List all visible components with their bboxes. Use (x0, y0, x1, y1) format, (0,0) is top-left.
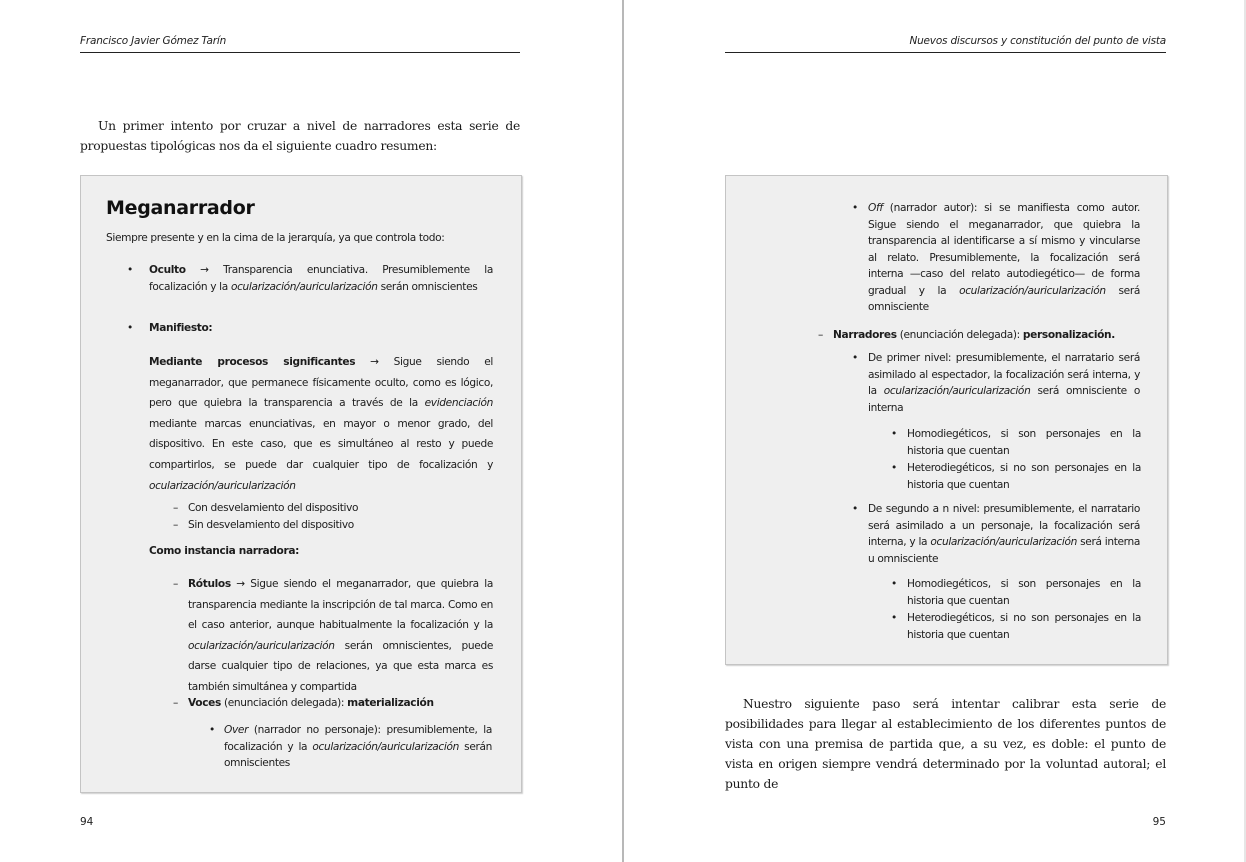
list-item-segundo-nivel (852, 501, 1140, 567)
list-item-manifiesto (127, 320, 493, 337)
bullet-icon: • (891, 462, 897, 474)
paragraph-procesos-significantes (149, 352, 493, 496)
item-text: (enunciación delegada): (220, 697, 348, 709)
dash-icon: – (173, 578, 178, 590)
item-text: De primer nivel: presumiblemente, el narratario será asimilado al espectador, la focalización será interna, y la (868, 352, 1140, 397)
list-item-narradores (818, 327, 1143, 344)
item-label: materialización (347, 697, 434, 709)
right-page (624, 0, 1246, 862)
list-item-homodiegeticos-1 (891, 426, 1141, 459)
item-text: Homodiegéticos, si son personajes en la historia que cuentan (907, 428, 1141, 457)
item-text: Sigue siendo el meganarrador, que permanece físicamente oculto, como es lógico, pero que quiebra la transparencia a través de la (149, 356, 493, 410)
bullet-icon: • (852, 352, 858, 364)
item-label: Como instancia narradora: (149, 545, 300, 557)
arrow-right-icon: → (370, 356, 379, 368)
summary-box-part-1 (80, 175, 522, 793)
intro-paragraph (80, 116, 520, 156)
item-label: Manifiesto: (149, 322, 213, 334)
item-label: Mediante procesos significantes (149, 356, 356, 368)
list-item-primer-nivel (852, 350, 1140, 416)
list-item-voces (173, 695, 493, 712)
item-text: serán omniscientes (377, 280, 478, 293)
item-text-italic: ocularización/auricularización (930, 536, 1077, 548)
arrow-right-icon: → (236, 578, 245, 590)
left-page (0, 0, 622, 862)
bullet-icon: • (127, 264, 133, 276)
item-text-italic: ocularización/auricularización (312, 740, 459, 753)
item-text-italic: evidenciación (424, 397, 493, 410)
list-item-over (209, 722, 493, 772)
intro-paragraph-text: Un primer intento por cruzar a nivel de narradores esta serie de propuestas tipológicas nos da el siguiente cuadro resumen: (80, 119, 520, 153)
list-item-rotulos (173, 574, 493, 698)
box-subtitle: Siempre presente y en la cima de la jerarquía, ya que controla todo: (106, 232, 445, 244)
item-text: serán omniscientes (224, 740, 493, 769)
item-text: De segundo a n nivel: presumiblemente, el narratario será asimilado a un personaje, la focalización será interna, y la (868, 503, 1140, 548)
running-head-chapter: Nuevos discursos y constitución del punto de vista (725, 35, 1166, 53)
item-label: Oculto (149, 264, 186, 276)
list-item-con-desvelamiento (173, 500, 488, 517)
bullet-icon: • (852, 503, 858, 515)
list-item-off (852, 200, 1140, 316)
bullet-icon: • (891, 428, 897, 440)
item-text: mediante marcas enunciativas, en mayor o menor grado, del dispositivo. En este caso, que es simultáneo al resto y puede compartirlos, se puede dar cualquier tipo de focalización y (149, 417, 493, 471)
list-item-sin-desvelamiento (173, 517, 488, 534)
dash-icon: – (173, 519, 178, 531)
closing-paragraph-text: Nuestro siguiente paso será intentar calibrar esta serie de posibilidades para llegar al establecimiento de los diferentes puntos de vista con una premisa de partida que, a su vez, es doble: el punto de vista en origen siempre vendrá determinado por la voluntad autoral; el punto de (725, 697, 1166, 791)
item-text: Sigue siendo el meganarrador, que quiebra la transparencia mediante la inscripción de tal marca. Como en el caso anterior, aunque habitualmente la focalización y la (188, 578, 493, 632)
item-text: será interna u omnisciente (868, 536, 1140, 565)
summary-box-part-2 (725, 175, 1168, 665)
list-item-heterodiegeticos-2 (891, 610, 1141, 643)
page-number-left: 94 (80, 816, 94, 828)
arrow-right-icon: → (200, 264, 209, 276)
item-text-italic: ocularización/auricularización (959, 284, 1106, 297)
item-text: (narrador no personaje): presumiblemente, la focalización y la (224, 724, 492, 753)
item-text-italic: ocularización/auricularización (188, 639, 335, 652)
closing-paragraph (725, 694, 1166, 794)
item-text: Con desvelamiento del dispositivo (188, 502, 359, 514)
item-text: (narrador autor): si se manifiesta como autor. Sigue siendo el meganarrador, que quiebra la transparencia al identificarse a sí mismo y vincularse al relato. Presumiblemente, la focalización será interna —caso del relato autodiegético— de forma gradual y la (868, 202, 1140, 297)
heading-instancia-narradora (149, 543, 493, 560)
item-label: Over (224, 724, 249, 736)
bullet-icon: • (891, 578, 897, 590)
item-text-italic: ocularización/auricularización (230, 280, 378, 293)
dash-icon: – (173, 697, 178, 709)
item-label: personalización. (1022, 329, 1115, 341)
list-item-heterodiegeticos-1 (891, 460, 1141, 493)
item-text: Homodiegéticos, si son personajes en la historia que cuentan (907, 578, 1141, 607)
bullet-icon: • (127, 322, 133, 334)
item-text: será omnisciente (868, 284, 1140, 313)
item-text: Transparencia enunciativa. Presumiblemente la focalización y la (149, 264, 493, 293)
item-text-italic: ocularización/auricularización (149, 479, 296, 492)
item-label: Voces (188, 697, 221, 709)
dash-icon: – (173, 502, 178, 514)
item-text: Heterodiegéticos, si no son personajes en la historia que cuentan (907, 462, 1141, 491)
list-item-oculto (127, 262, 493, 295)
item-text: Sin desvelamiento del dispositivo (188, 519, 354, 531)
item-text: Heterodiegéticos, si no son personajes en la historia que cuentan (907, 612, 1141, 641)
item-label: Off (868, 202, 883, 214)
item-text: serán omniscientes, puede darse cualquier tipo de relaciones, ya que esta marca es también simultánea y compartida (188, 639, 493, 693)
list-item-homodiegeticos-2 (891, 576, 1141, 609)
item-label: Narradores (833, 329, 897, 341)
bullet-icon: • (209, 724, 215, 736)
bullet-icon: • (891, 612, 897, 624)
bullet-icon: • (852, 202, 858, 214)
item-text: será omnisciente o interna (868, 385, 1140, 414)
page-number-right: 95 (1152, 816, 1166, 828)
item-text-italic: ocularización/auricularización (883, 385, 1031, 397)
box-title: Meganarrador (106, 197, 255, 219)
dash-icon: – (818, 329, 823, 341)
item-label: Rótulos (188, 578, 231, 590)
item-text: (enunciación delegada): (896, 329, 1023, 341)
running-head-author: Francisco Javier Gómez Tarín (80, 35, 520, 53)
